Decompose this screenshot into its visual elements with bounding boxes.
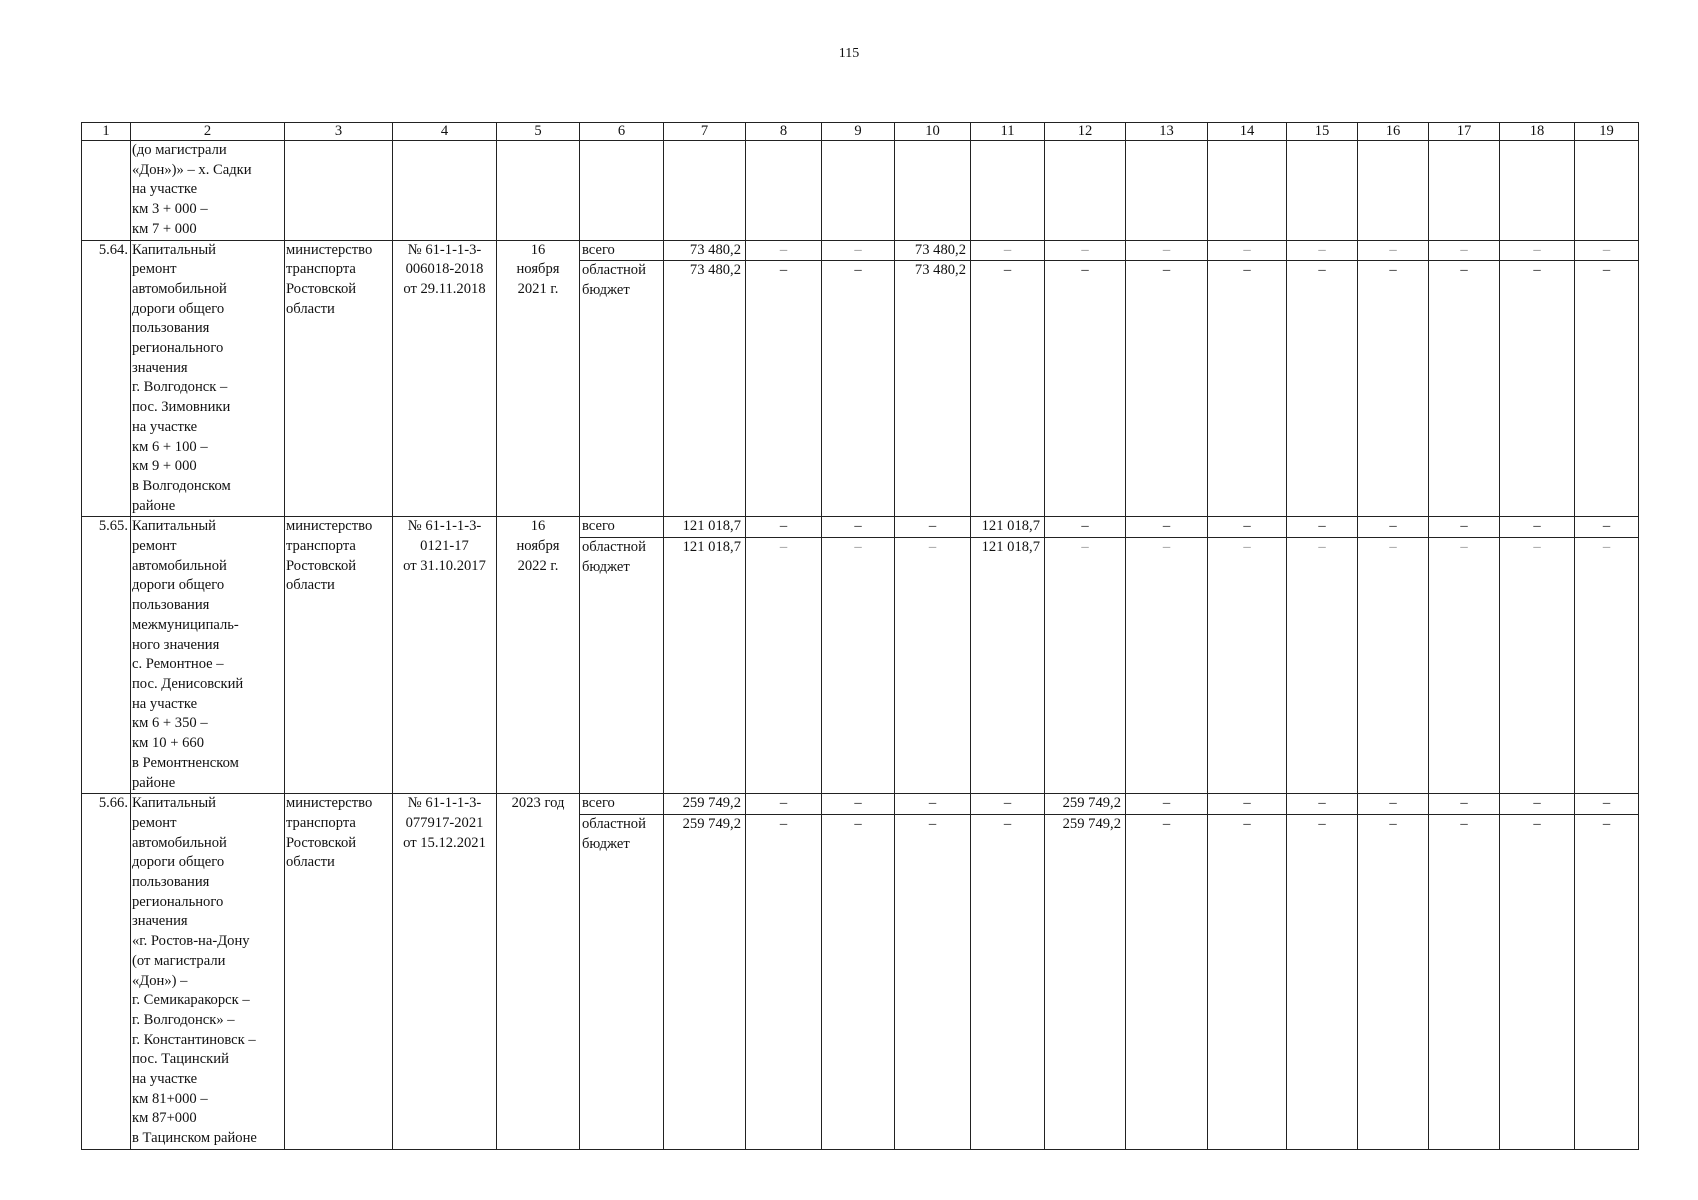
value-cell: – — [746, 538, 822, 794]
value-cell: – — [746, 814, 822, 1149]
value-cell: 73 480,2 — [895, 261, 971, 517]
value-cell: – — [1358, 240, 1429, 261]
value-cell: – — [1500, 794, 1575, 815]
value-cell: – — [1500, 517, 1575, 538]
value-cell: – — [1358, 538, 1429, 794]
table-row — [82, 240, 1639, 261]
column-numbers-row — [82, 123, 1639, 141]
object-description: (до магистрали «Дон»)» – х. Садки на участке км 3 + 000 – км 7 + 000 — [131, 141, 285, 241]
completion-date: 16 ноября 2022 г. — [497, 517, 580, 794]
completion-date: 2023 год — [497, 794, 580, 1150]
table-cell — [1045, 141, 1126, 241]
value-cell: – — [822, 814, 895, 1149]
table-cell — [497, 141, 580, 241]
table-cell — [895, 141, 971, 241]
value-cell: – — [895, 517, 971, 538]
table-cell — [285, 141, 393, 241]
table-cell — [822, 141, 895, 241]
column-header: 17 — [1429, 123, 1500, 141]
funding-source: всего — [580, 240, 664, 261]
value-cell: 121 018,7 — [971, 538, 1045, 794]
value-cell: – — [1575, 517, 1639, 538]
value-cell: – — [822, 240, 895, 261]
entry-index: 5.65. — [82, 517, 131, 794]
value-cell: – — [822, 261, 895, 517]
entry-index: 5.66. — [82, 794, 131, 1150]
entry-index: 5.64. — [82, 240, 131, 517]
value-cell: – — [822, 538, 895, 794]
column-header: 13 — [1126, 123, 1208, 141]
table-cell — [971, 141, 1045, 241]
table-cell — [82, 141, 131, 241]
value-cell: – — [1575, 240, 1639, 261]
value-cell: – — [1429, 794, 1500, 815]
value-cell: – — [822, 794, 895, 815]
table-cell — [1126, 141, 1208, 241]
value-cell: – — [1358, 261, 1429, 517]
value-cell: 121 018,7 — [664, 538, 746, 794]
column-header: 2 — [131, 123, 285, 141]
value-cell: – — [1429, 538, 1500, 794]
value-cell: – — [746, 240, 822, 261]
document-number: № 61-1-1-3- 006018-2018 от 29.11.2018 — [393, 240, 497, 517]
value-cell: – — [1358, 814, 1429, 1149]
value-cell: – — [746, 794, 822, 815]
value-cell: – — [1575, 261, 1639, 517]
value-cell: – — [1126, 814, 1208, 1149]
funding-source: областной бюджет — [580, 538, 664, 794]
value-cell: – — [746, 517, 822, 538]
value-cell: – — [1500, 814, 1575, 1149]
value-cell: – — [971, 261, 1045, 517]
value-cell: – — [971, 814, 1045, 1149]
column-header: 18 — [1500, 123, 1575, 141]
value-cell: 259 749,2 — [664, 814, 746, 1149]
column-header: 5 — [497, 123, 580, 141]
value-cell: – — [1429, 517, 1500, 538]
value-cell: – — [1429, 261, 1500, 517]
value-cell: – — [1287, 261, 1358, 517]
column-header: 3 — [285, 123, 393, 141]
value-cell: – — [1287, 240, 1358, 261]
value-cell: – — [1126, 794, 1208, 815]
funding-source: всего — [580, 517, 664, 538]
value-cell: – — [1500, 538, 1575, 794]
value-cell: 259 749,2 — [1045, 814, 1126, 1149]
document-number: № 61-1-1-3- 077917-2021 от 15.12.2021 — [393, 794, 497, 1150]
value-cell: – — [1045, 517, 1126, 538]
column-header: 7 — [664, 123, 746, 141]
value-cell: – — [971, 794, 1045, 815]
value-cell: – — [1045, 261, 1126, 517]
column-header: 15 — [1287, 123, 1358, 141]
object-description: Капитальный ремонт автомобильной дороги общего пользования регионального значения г. Волгодонск – пос. Зимовники на участке км 6 + 100 – км 9 + 000 в Волгодонском районе — [131, 240, 285, 517]
column-header: 9 — [822, 123, 895, 141]
continued-row — [82, 141, 1639, 241]
value-cell: – — [1045, 240, 1126, 261]
value-cell: – — [1208, 814, 1287, 1149]
value-cell: – — [895, 538, 971, 794]
value-cell: – — [1575, 814, 1639, 1149]
table-cell — [664, 141, 746, 241]
value-cell: – — [1208, 240, 1287, 261]
value-cell: – — [1126, 538, 1208, 794]
value-cell: – — [1358, 517, 1429, 538]
customer: министерство транспорта Ростовской области — [285, 794, 393, 1150]
table-cell — [1358, 141, 1429, 241]
value-cell: – — [1208, 517, 1287, 538]
value-cell: – — [1126, 517, 1208, 538]
value-cell: – — [1287, 814, 1358, 1149]
value-cell: – — [1208, 794, 1287, 815]
value-cell: – — [1500, 261, 1575, 517]
table-row — [82, 517, 1639, 538]
value-cell: 121 018,7 — [664, 517, 746, 538]
document-number: № 61-1-1-3- 0121-17 от 31.10.2017 — [393, 517, 497, 794]
table-cell — [1208, 141, 1287, 241]
value-cell: 259 749,2 — [1045, 794, 1126, 815]
column-header: 8 — [746, 123, 822, 141]
table-row — [82, 794, 1639, 815]
column-header: 10 — [895, 123, 971, 141]
value-cell: – — [1429, 814, 1500, 1149]
value-cell: 73 480,2 — [664, 240, 746, 261]
table-cell — [1429, 141, 1500, 241]
value-cell: – — [895, 814, 971, 1149]
value-cell: – — [1575, 538, 1639, 794]
column-header: 1 — [82, 123, 131, 141]
funding-source: областной бюджет — [580, 261, 664, 517]
table-cell — [580, 141, 664, 241]
column-header: 19 — [1575, 123, 1639, 141]
column-header: 4 — [393, 123, 497, 141]
customer: министерство транспорта Ростовской области — [285, 517, 393, 794]
value-cell: 73 480,2 — [664, 261, 746, 517]
value-cell: 259 749,2 — [664, 794, 746, 815]
value-cell: – — [1126, 261, 1208, 517]
table-cell — [1287, 141, 1358, 241]
value-cell: – — [1208, 538, 1287, 794]
value-cell: – — [1358, 794, 1429, 815]
object-description: Капитальный ремонт автомобильной дороги общего пользования межмуниципаль- ного значения с. Ремонтное – пос. Денисовский на участке км 6 + 350 – км 10 + 660 в Ремонтненском районе — [131, 517, 285, 794]
value-cell: 121 018,7 — [971, 517, 1045, 538]
value-cell: – — [971, 240, 1045, 261]
value-cell: – — [746, 261, 822, 517]
object-description: Капитальный ремонт автомобильной дороги общего пользования регионального значения «г. Ростов-на-Дону (от магистрали «Дон») – г. Семикаракорск – г. Волгодонск» – г. Константиновск – пос. Тацинский на участке км 81+000 – км 87+000 в Тацинском районе — [131, 794, 285, 1150]
funding-source: всего — [580, 794, 664, 815]
customer: министерство транспорта Ростовской области — [285, 240, 393, 517]
page-number: 115 — [838, 46, 860, 61]
column-header: 12 — [1045, 123, 1126, 141]
investment-table — [81, 122, 1639, 1150]
column-header: 16 — [1358, 123, 1429, 141]
column-header: 14 — [1208, 123, 1287, 141]
value-cell: – — [1287, 794, 1358, 815]
value-cell: – — [1045, 538, 1126, 794]
value-cell: – — [895, 794, 971, 815]
value-cell: – — [1500, 240, 1575, 261]
value-cell: – — [1429, 240, 1500, 261]
table-cell — [1575, 141, 1639, 241]
table-cell — [1500, 141, 1575, 241]
column-header: 11 — [971, 123, 1045, 141]
value-cell: – — [1126, 240, 1208, 261]
value-cell: – — [822, 517, 895, 538]
column-header: 6 — [580, 123, 664, 141]
value-cell: – — [1208, 261, 1287, 517]
funding-source: областной бюджет — [580, 814, 664, 1149]
value-cell: 73 480,2 — [895, 240, 971, 261]
value-cell: – — [1287, 517, 1358, 538]
value-cell: – — [1287, 538, 1358, 794]
value-cell: – — [1575, 794, 1639, 815]
table-cell — [393, 141, 497, 241]
completion-date: 16 ноября 2021 г. — [497, 240, 580, 517]
table-cell — [746, 141, 822, 241]
